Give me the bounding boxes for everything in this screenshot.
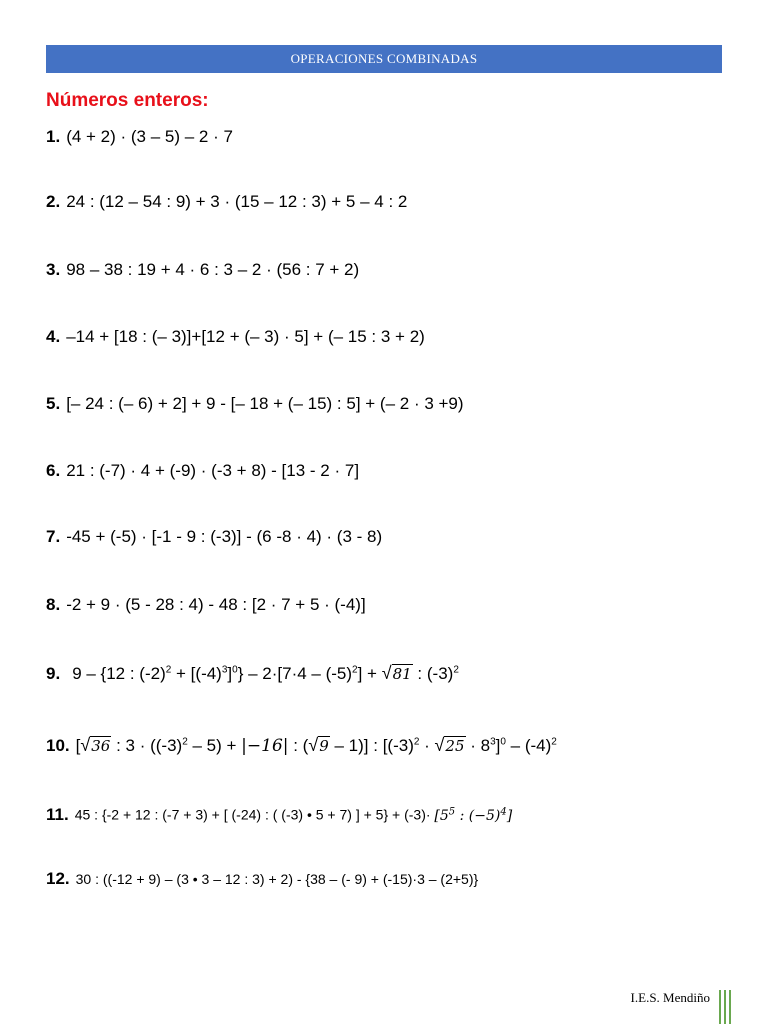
exercise-3 (46, 260, 359, 280)
exercise-number: 2. (46, 192, 61, 211)
exercise-7 (46, 527, 382, 547)
footer-decoration (719, 990, 733, 1024)
exercise-number: 1. (46, 127, 61, 146)
exercise-expression: –14 + [18 : (– 3)]+[12 + (– 3) · 5] + (– 15 : 3 + 2) (66, 327, 425, 346)
section-title: Números enteros: (46, 90, 209, 111)
square-root: √ 25 (434, 735, 465, 755)
header-title: OPERACIONES COMBINADAS (290, 51, 478, 66)
exercise-9 (46, 664, 459, 684)
exercise-1 (46, 127, 233, 147)
exercise-4 (46, 327, 425, 347)
exercise-expression: (4 + 2) · (3 – 5) – 2 · 7 (66, 127, 233, 146)
exercise-expression: -2 + 9 · (5 - 28 : 4) - 48 : [2 · 7 + 5 · (-4)] (66, 595, 366, 614)
exercise-expression: 98 – 38 : 19 + 4 · 6 : 3 – 2 · (56 : 7 + 2) (66, 260, 360, 279)
exercise-number: 3. (46, 260, 61, 279)
exercise-expression: -45 + (-5) · [-1 - 9 : (-3)] - (6 -8 · 4) · (3 - 8) (66, 527, 383, 546)
footer-line (729, 990, 731, 1024)
exercise-expression: 21 : (-7) · 4 + (-9) · (-3 + 8) - [13 - 2 · 7] (66, 461, 360, 480)
exercise-5 (46, 394, 464, 414)
exercise-number: 7. (46, 527, 61, 546)
exercise-expression: [ √ 36 : $3 \cdot ((-3)^2 - 5) + |-16|$ : ( √ 9 – 1)] : [$(-3)^2$ · √ 25 · $8^3]^0 - (-4)^2$ (75, 735, 557, 756)
exercise-11 (46, 805, 512, 825)
exercise-number: 6. (46, 461, 61, 480)
square-root: √ 81 (381, 663, 412, 683)
exercise-number: 9. (46, 664, 61, 683)
exercise-number: 4. (46, 327, 61, 346)
exercise-number: 12. (46, 869, 70, 888)
exercise-expression: 45 : {-2 + 12 : (-7 + 3) + [ (-24) : ( (-3) • 5 + 7) ] + $5\} + (-3)\cdot [5^5$ : $(-5)^4$] (74, 806, 513, 824)
exercise-6 (46, 461, 359, 481)
exercise-expression: [– 24 : (– 6) + 2] + 9 - [– 18 + (– 15) : 5] + (– 2 · 3 +9) (66, 394, 464, 413)
header-bar (46, 45, 722, 73)
footer-line (719, 990, 721, 1024)
square-root: √ 36 (80, 735, 111, 755)
exercise-expression: 30 : ((-12 + 9) – (3 • 3 – 12 : 3) + 2) - {38 – (- 9) + (-15)·3 – (2+5)} (75, 871, 479, 887)
exercise-12 (46, 869, 478, 889)
exercise-number: 8. (46, 595, 61, 614)
footer-line (724, 990, 726, 1024)
exercise-8 (46, 595, 366, 615)
footer-school-name: I.E.S. Mendiño (630, 990, 710, 1005)
exercise-expression: 9 – {12 : $(-2)^2 + [(-4)^3]^0\} - 2\cdot[7\cdot 4 - (-5)^2]$ + √ 81 : $(-3)^2$ (72, 663, 459, 683)
exercise-number: 11. (46, 805, 69, 824)
exercise-number: 10. (46, 736, 70, 755)
exercise-10 (46, 736, 557, 756)
exercise-expression: 24 : (12 – 54 : 9) + 3 · (15 – 12 : 3) + 5 – 4 : 2 (66, 192, 408, 211)
square-root: √ 9 (308, 735, 329, 755)
exercise-2 (46, 192, 407, 212)
exercise-number: 5. (46, 394, 61, 413)
